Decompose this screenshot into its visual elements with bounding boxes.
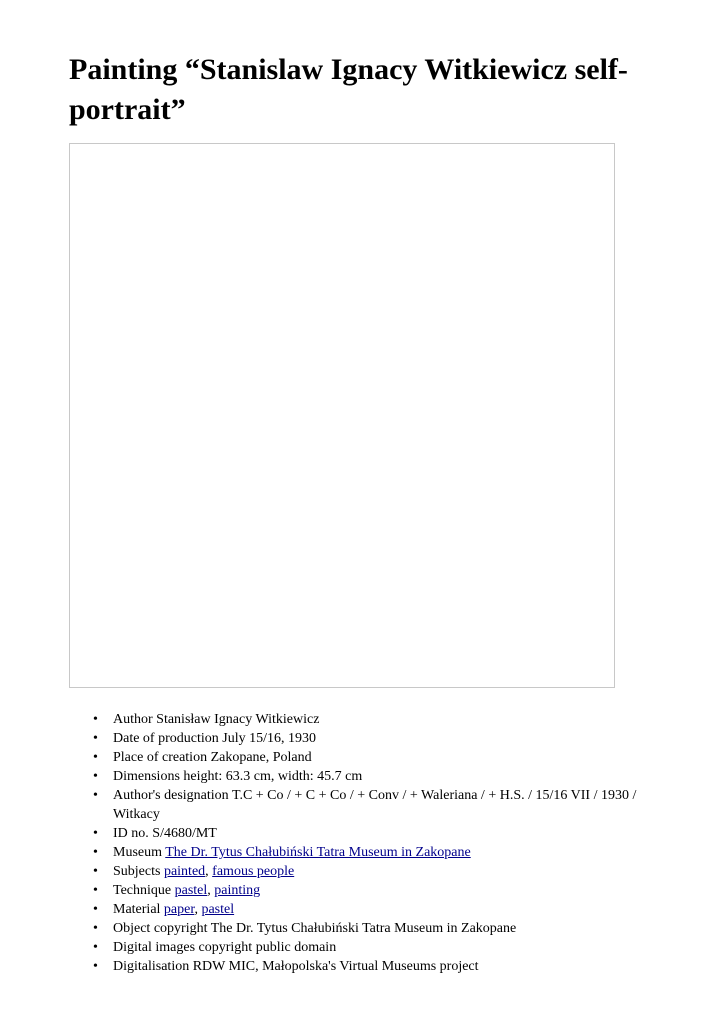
dimensions-label: Dimensions bbox=[113, 769, 180, 784]
subjects-label: Subjects bbox=[113, 864, 161, 879]
images-copyright-value: public domain bbox=[255, 940, 337, 955]
material-link-pastel[interactable]: pastel bbox=[201, 902, 235, 917]
date-label: Date of production bbox=[113, 731, 219, 746]
place-label: Place of creation bbox=[113, 750, 208, 765]
designation-label: Author's designation bbox=[113, 788, 229, 803]
object-copyright-label: Object copyright bbox=[113, 921, 208, 936]
list-item-technique: • Technique pastel, painting bbox=[113, 881, 673, 900]
museum-link[interactable]: The Dr. Tytus Chałubiński Tatra Museum in Zakopane bbox=[165, 845, 471, 860]
metadata-list bbox=[113, 710, 673, 976]
museum-label: Museum bbox=[113, 845, 162, 860]
place-value: Zakopane, Poland bbox=[210, 750, 312, 765]
artwork-image-placeholder bbox=[69, 143, 615, 688]
list-item-id bbox=[113, 824, 673, 843]
list-item-digitalisation bbox=[113, 957, 673, 976]
list-item-designation bbox=[113, 786, 673, 824]
author-value: Stanisław Ignacy Witkiewicz bbox=[156, 712, 320, 727]
technique-label: Technique bbox=[113, 883, 172, 898]
subject-link-painted[interactable]: painted bbox=[163, 864, 206, 879]
material-label: Material bbox=[113, 902, 161, 917]
object-copyright-value: The Dr. Tytus Chałubiński Tatra Museum in Zakopane bbox=[210, 921, 517, 936]
images-copyright-label: Digital images copyright bbox=[113, 940, 253, 955]
digitalisation-label: Digitalisation bbox=[113, 959, 190, 974]
subject-link-famous-people[interactable]: famous people bbox=[212, 864, 295, 879]
technique-link-pastel[interactable]: pastel bbox=[174, 883, 208, 898]
list-item-images-copyright bbox=[113, 938, 673, 957]
list-item-place bbox=[113, 748, 673, 767]
page-title: Painting “Stanislaw Ignacy Witkiewicz self-portrait” bbox=[69, 53, 628, 126]
date-value: July 15/16, 1930 bbox=[222, 731, 316, 746]
list-item-museum bbox=[113, 843, 673, 862]
material-link-paper[interactable]: paper bbox=[163, 902, 195, 917]
designation-value: T.C + Co / + C + Co / + Conv / + Waleriana / + H.S. / 15/16 VII / 1930 / Witkacy bbox=[113, 788, 637, 822]
id-label: ID no. bbox=[113, 826, 149, 841]
author-label: Author bbox=[113, 712, 153, 727]
digitalisation-value: RDW MIC, Małopolska's Virtual Museums project bbox=[192, 959, 479, 974]
technique-link-painting[interactable]: painting bbox=[214, 883, 261, 898]
list-item-material: • Material paper, pastel bbox=[113, 900, 673, 919]
list-item-object-copyright bbox=[113, 919, 673, 938]
list-item-author bbox=[113, 710, 673, 729]
dimensions-value: height: 63.3 cm, width: 45.7 cm bbox=[183, 769, 363, 784]
list-item-dimensions bbox=[113, 767, 673, 786]
list-item-subjects: • Subjects painted, famous people bbox=[113, 862, 673, 881]
list-item-date bbox=[113, 729, 673, 748]
id-value: S/4680/MT bbox=[152, 826, 217, 841]
